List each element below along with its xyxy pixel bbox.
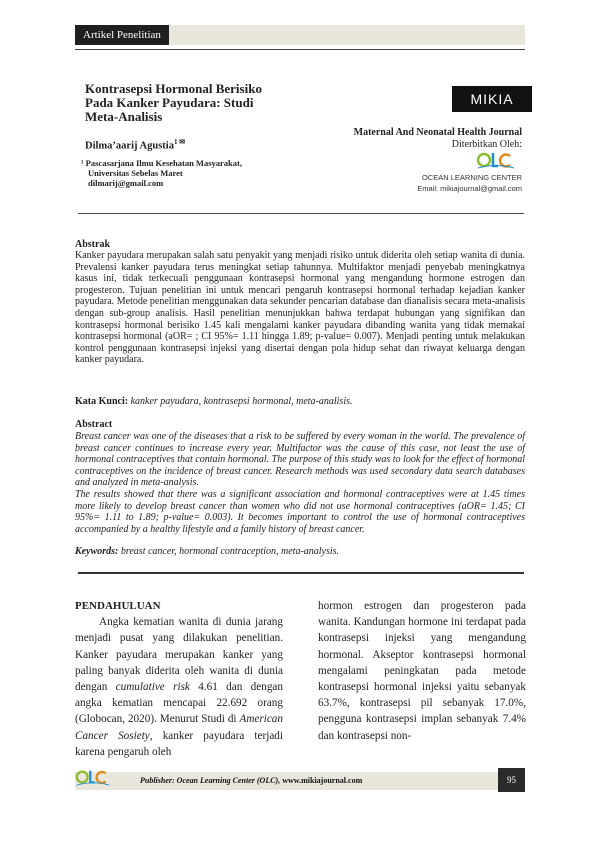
body-text-3: , kanker payudara terjadi karena pengaruh oleh — [75, 729, 283, 758]
kata-kunci — [75, 396, 525, 407]
affiliation-line1: ¹ Pascasarjana Ilmu Kesehatan Masyarakat, — [81, 158, 242, 168]
body-text-2: 4.61 dan dengan angka kematian mencapai 22.692 orang (Globocan, 2020). Menurut Studi di — [75, 681, 283, 726]
olc-logo-icon — [476, 150, 516, 170]
article-title: Kontrasepsi Hormonal Berisiko Pada Kanker Payudara: Studi Meta-Analisis — [85, 81, 262, 124]
body-paragraph — [75, 614, 283, 760]
abstrak-heading: Abstrak — [75, 239, 111, 250]
kata-kunci-label: Kata Kunci: — [75, 396, 129, 407]
divider-bottom — [78, 572, 524, 574]
mikia-logo: MIKIA — [452, 86, 532, 112]
body-column-right — [318, 598, 526, 744]
abstract-body — [75, 431, 525, 535]
footer-publisher-label: Publisher: Ocean Learning Center (OLC), — [140, 776, 281, 785]
page-number: 95 — [498, 768, 525, 792]
body-emphasis-1: cumulative risk — [115, 681, 190, 694]
journal-name: Maternal And Neonatal Health Journal — [353, 127, 522, 138]
affiliation-email: dilmarij@gmail.com — [88, 178, 164, 188]
author-superscript: 1 ✉ — [173, 138, 186, 146]
journal-email: Email: mikiajournal@gmail.com — [417, 184, 522, 193]
divider-top — [78, 213, 524, 214]
author-name: Dilma’aarij Agustia — [85, 140, 174, 152]
body-text-1: Angka kematian wanita di dunia jarang menjadi pusat yang dilakukan penelitian. Kanker payudara merupakan kanker yang paling banyak diderita oleh wanita di dunia dengan — [75, 616, 283, 694]
body-emphasis-2: American Cancer Sosiety — [75, 713, 283, 742]
abstrak-body: Kanker payudara merupakan salah satu penyakit yang menjadi risiko untuk diderita oleh setiap wanita di dunia. Prevalensi kanker payudara terus meningkat setiap tahunnya. Multifaktor menjadi penyebab meningkatnya kasus ini, tidak terkecuali penggunaan kontrasepsi hormonal yang mengandung hormone estrogen dan progesteron. Tujuan penelitian ini untuk mencari pengaruh kontrasepsi hormonal terhadap kejadian kanker payudara. Metode penelitian menggunakan data sekunder pencarian database dan dianalisis secara meta-analisis dengan sub-group analisis. Hasil penelitian menunjukkan bahwa terdapat hubungan yang signifikan dan kontrasepsi hormonal berisiko 1.45 kali mengalami kanker payudara dibanding wanita yang tidak memakai kontrasepsi hormonal (aOR= ; CI 95%= 1.11 hingga 1.89; p-value= 0.007). Menjadi penting untuk melakukan kontrol penggunaan kontrasepsi injeksi yang disertai dengan pola hidup sehat dan riwayat keluarga dengan kanker payudara. — [75, 250, 525, 366]
abstract-paragraph-2: The results showed that there was a significant association and hormonal contraceptives were at 1.45 times more likely to develop breast cancer than women who did not use hormonal contraceptives (aOR= 1.45; CI 95%= 1.11 to 1.89; p-value= 0.003). It becomes important to control the use of hormonal contraceptives accompanied by a healthy lifestyle and a family history of breast cancer. — [75, 488, 525, 535]
body-column-left — [75, 598, 283, 760]
affiliation — [81, 158, 301, 188]
abstract-heading: Abstract — [75, 419, 113, 430]
keywords-values: breast cancer, hormonal contraception, meta-analysis. — [120, 546, 340, 557]
header-rule — [75, 49, 525, 50]
section-label: Artikel Penelitian — [75, 25, 169, 45]
keywords — [75, 546, 525, 557]
footer-publisher — [140, 772, 362, 790]
body-paragraph-right: hormon estrogen dan progesteron pada wanita. Kandungan hormone ini terdapat pada kontrasepsi injeksi yang mengandung hormonal. Akseptor kontrasepsi hormonal mengalami peningkatan pada metode kontrasepsi hormonal injeksi yaitu sebanyak 63.7%, kontrasepsi pil sebanyak 17.0%, pengguna kontrasepsi implan sebanyak 7.4% dan kontrasepsi non- — [318, 600, 526, 742]
kata-kunci-values: kanker payudara, kontrasepsi hormonal, meta-analisis. — [130, 396, 353, 407]
abstract-paragraph-1: Breast cancer was one of the diseases that a risk to be suffered by every woman in the world. The prevalence of breast cancer continues to increase every year. Multifactor was the cause of this case, not least the use of hormonal contraceptives that contain hormonal. The purpose of this study was to look for the effect of hormonal contraceptives on the incidence of breast cancer. Research methods was used secondary data search databases and analyzed in meta-analysis. — [75, 431, 525, 489]
affiliation-line2: Universitas Sebelas Maret — [88, 168, 183, 178]
footer-url[interactable]: www.mikiajournal.com — [282, 776, 363, 785]
publisher-name: OCEAN LEARNING CENTER — [421, 173, 522, 182]
keywords-label: Keywords: — [75, 546, 119, 557]
section-heading: PENDAHULUAN — [75, 600, 161, 612]
published-by-label: Diterbitkan Oleh: — [451, 139, 522, 150]
footer-olc-logo-icon — [75, 766, 111, 788]
author — [85, 138, 185, 152]
